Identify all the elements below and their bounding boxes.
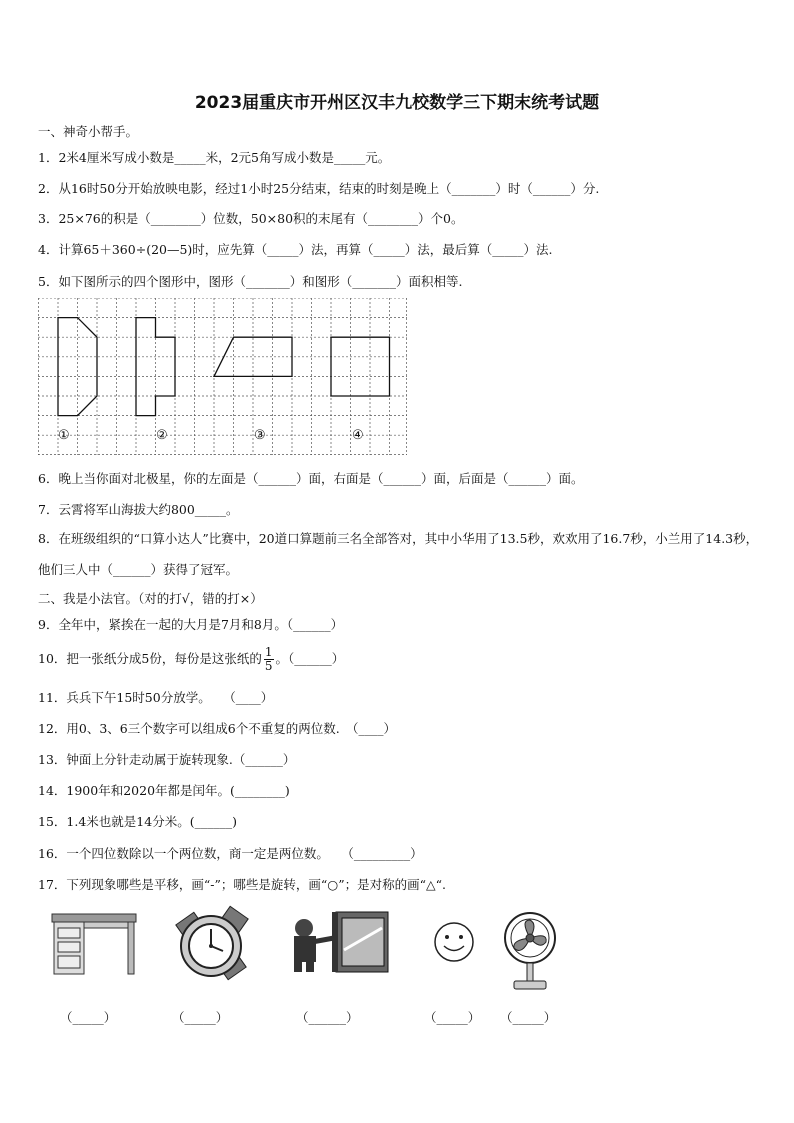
question-13: 13．钟面上分针走动属于旋转现象.（______） [38,752,296,767]
desk-image [50,912,138,978]
question-2: 2．从16时50分开始放映电影，经过1小时25分结束，结束的时刻是晚上（_______）时（______）分. [38,181,600,196]
answer-blank-4: （_____） [424,1010,481,1025]
answer-blank-1: （_____） [60,1010,117,1025]
answer-blank-3: （______） [296,1010,359,1025]
question-8: 8．在班级组织的“口算小达人”比赛中，20道口算题前三名全部答对，其中小华用了13.5秒，欢欢用了16.7秒，小兰用了14.3秒，他们三人中（______）获得了冠军。 [38,531,759,577]
fraction-one-fifth [264,646,274,673]
question-16: 16．一个四位数除以一个两位数，商一定是两位数。 （_________） [38,846,423,861]
question-15: 15．1.4米也就是14分米。(______) [38,814,237,829]
section-1-heading: 一、神奇小帮手。 [38,124,139,139]
question-3: 3．25×76的积是（________）位数，50×80积的末尾有（________）个0。 [38,211,464,226]
answer-blank-2: （_____） [172,1010,229,1025]
question-6: 6．晚上当你面对北极星，你的左面是（______）面，右面是（______）面，后面是（______）面。 [38,471,584,486]
question-9: 9．全年中，紧挨在一起的大月是7月和8月。（______） [38,617,344,632]
fraction-numerator: 1 [264,645,273,659]
fraction-denominator: 5 [264,659,273,673]
question-12: 12．用0、3、6三个数字可以组成6个不重复的两位数. （____） [38,721,396,736]
shape-4 [331,337,390,396]
electric-fan-image [500,910,560,994]
question-14: 14．1900年和2020年都是闰年。(________) [38,783,290,798]
question-11: 11．兵兵下午15时50分放学。 （____） [38,690,274,705]
grid-label-2: ② [156,428,168,443]
window-push-image [282,910,390,974]
question-5: 5．如下图所示的四个图形中，图形（_______）和图形（_______）面积相等. [38,274,463,289]
question-10-answer: 。（______） [275,651,345,666]
question-17: 17．下列现象哪些是平移，画“-”；哪些是旋转，画“○”；是对称的画“△“. [38,877,446,892]
answer-blank-5: （_____） [500,1010,557,1025]
question-1: 1．2米4厘米写成小数是_____米，2元5角写成小数是_____元。 [38,150,391,165]
grid-label-4: ④ [352,428,364,443]
question-4: 4．计算65＋360÷(20—5)时，应先算（_____）法，再算（_____）法，最后算（_____）法. [38,242,553,257]
page-title: 2023届重庆市开州区汉丰九校数学三下期末统考试题 [194,93,600,113]
question-10-text: 10．把一张纸分成5份，每份是这张纸的 [38,651,262,666]
watch-image [165,905,257,987]
grid-label-1: ① [58,428,70,443]
grid-label-3: ③ [254,428,266,443]
smiley-face-image [432,920,476,964]
section-2-heading: 二、我是小法官。（对的打√，错的打×） [38,591,263,606]
question-7: 7．云霄将军山海拔大约800_____。 [38,502,239,517]
question-10 [38,646,344,673]
